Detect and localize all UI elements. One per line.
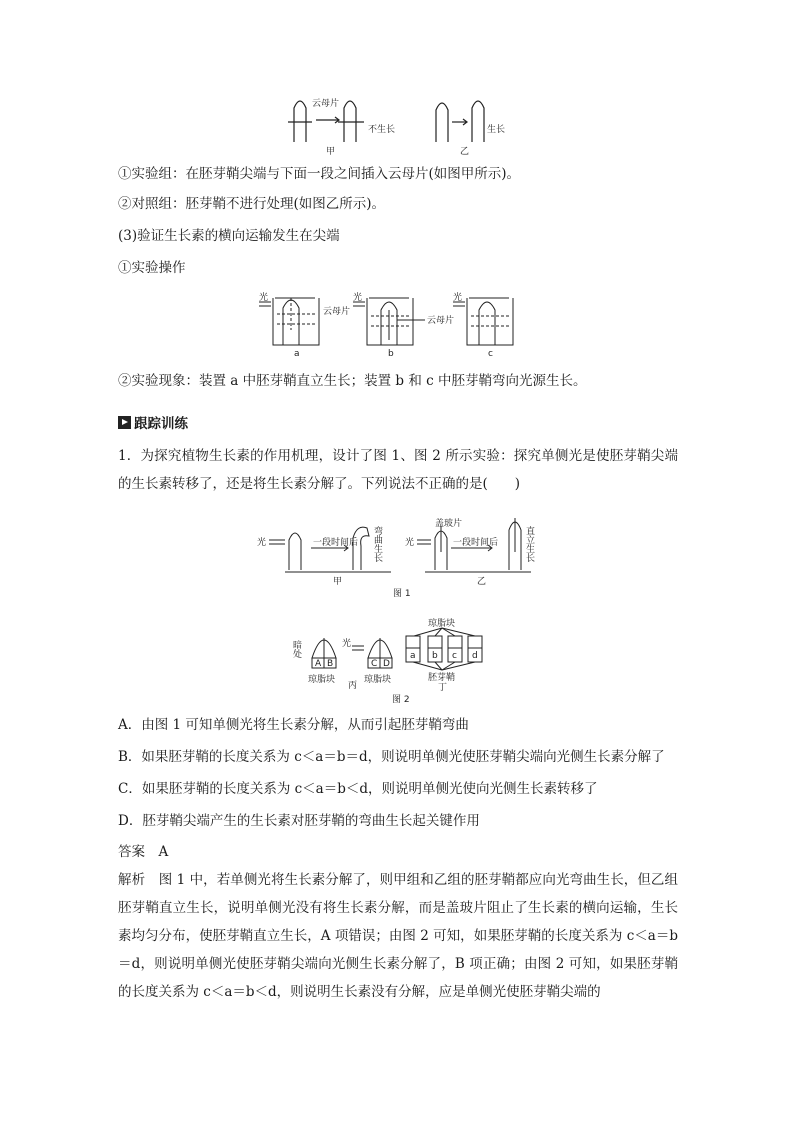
svg-text:弯曲生长: 弯曲生长 (372, 526, 382, 562)
caption-jia: 甲 (326, 147, 336, 157)
svg-text:图 1: 图 1 (393, 589, 411, 599)
play-triangle-icon (118, 416, 131, 429)
svg-text:直立生长: 直立生长 (524, 526, 534, 562)
svg-text:d: d (472, 651, 478, 661)
svg-text:琼脂块: 琼脂块 (308, 675, 336, 685)
text-line-1: ①实验组：在胚芽鞘尖端与下面一段之间插入云母片(如图甲所示)。 (118, 166, 521, 182)
figure-1 (255, 512, 545, 600)
svg-text:光: 光 (353, 293, 363, 303)
figure-2 (290, 618, 500, 706)
svg-text:盖玻片: 盖玻片 (435, 519, 463, 529)
option-a: A．由图 1 可知单侧光将生长素分解，从而引起胚芽鞘弯曲 (118, 717, 469, 733)
figure-abc (255, 290, 535, 360)
caption-yi: 乙 (460, 147, 470, 157)
svg-text:光: 光 (405, 538, 415, 548)
svg-text:胚芽鞘: 胚芽鞘 (428, 673, 456, 683)
svg-text:图 2: 图 2 (392, 695, 410, 705)
svg-text:暗处: 暗处 (291, 640, 301, 658)
svg-text:光: 光 (453, 293, 463, 303)
svg-text:丁: 丁 (438, 683, 448, 693)
text-line-4: ①实验操作 (118, 260, 186, 276)
svg-text:C: C (371, 659, 378, 669)
svg-text:云母片: 云母片 (427, 316, 455, 326)
coleoptile-yi-after (472, 101, 484, 142)
svg-text:琼脂块: 琼脂块 (428, 619, 456, 629)
section-heading: 跟踪训练 (118, 412, 188, 432)
option-d: D．胚芽鞘尖端产生的生长素对胚芽鞘的弯曲生长起关键作用 (118, 813, 480, 829)
svg-text:甲: 甲 (333, 577, 343, 587)
svg-text:乙: 乙 (477, 577, 487, 587)
svg-text:c: c (452, 651, 457, 661)
figure-jia-yi (280, 92, 520, 158)
answer: 答案 A (118, 844, 169, 860)
svg-text:B: B (327, 659, 334, 669)
svg-text:光: 光 (259, 293, 269, 303)
analysis-text: 解析 图 1 中，若单侧光将生长素分解了，则甲组和乙组的胚芽鞘都应向光弯曲生长，但乙组胚芽鞘直立生长，说明单侧光没有将生长素分解，而是盖玻片阻止了生长素的横向运输，生长素均匀分布，使胚芽鞘直立生长，A 项错误；由图 2 可知，如果胚芽鞘的长度关系为 c＜a＝b＝d，则说明单侧光使胚芽鞘尖端向光侧生长素分解了，B 项正确；由图 2 可知，如果胚芽鞘的长度关系为 c＜a＝b＜d，则说明生长素没有分解，应是单侧光使胚芽鞘尖端的 (118, 872, 678, 1000)
svg-text:光: 光 (342, 639, 352, 649)
text-line-2: ②对照组：胚芽鞘不进行处理(如图乙所示)。 (118, 196, 386, 212)
text-line-5: ②实验现象：装置 a 中胚芽鞘直立生长；装置 b 和 c 中胚芽鞘弯向光源生长。 (118, 373, 587, 389)
svg-text:琼脂块: 琼脂块 (364, 675, 392, 685)
svg-text:一段时间后: 一段时间后 (453, 538, 499, 548)
svg-text:A: A (315, 659, 322, 669)
label-shengzhang: 生长 (487, 125, 506, 135)
text-line-3: (3)验证生长素的横向运输发生在尖端 (118, 228, 340, 244)
svg-text:b: b (388, 349, 394, 359)
label-bushengzhang: 不生长 (368, 125, 396, 135)
svg-text:b: b (432, 651, 438, 661)
svg-text:D: D (383, 659, 390, 669)
option-b: B．如果胚芽鞘的长度关系为 c＜a＝b＝d，则说明单侧光使胚芽鞘尖端向光侧生长素分解了 (118, 749, 665, 765)
svg-text:云母片: 云母片 (323, 307, 351, 317)
svg-text:一段时间后: 一段时间后 (313, 538, 359, 548)
label-yunmupian: 云母片 (312, 99, 340, 109)
svg-text:丙: 丙 (348, 681, 358, 691)
question-text: 1．为探究植物生长素的作用机理，设计了图 1、图 2 所示实验：探究单侧光是使胚芽鞘尖端的生长素转移了，还是将生长素分解了。下列说法不正确的是( ) (118, 448, 678, 492)
svg-text:c: c (488, 349, 493, 359)
coleoptile-yi-before (436, 103, 448, 142)
svg-text:a: a (410, 651, 416, 661)
option-c: C．如果胚芽鞘的长度关系为 c＜a＝b＜d，则说明单侧光使向光侧生长素转移了 (118, 781, 598, 797)
svg-text:光: 光 (257, 538, 267, 548)
svg-text:a: a (294, 349, 300, 359)
